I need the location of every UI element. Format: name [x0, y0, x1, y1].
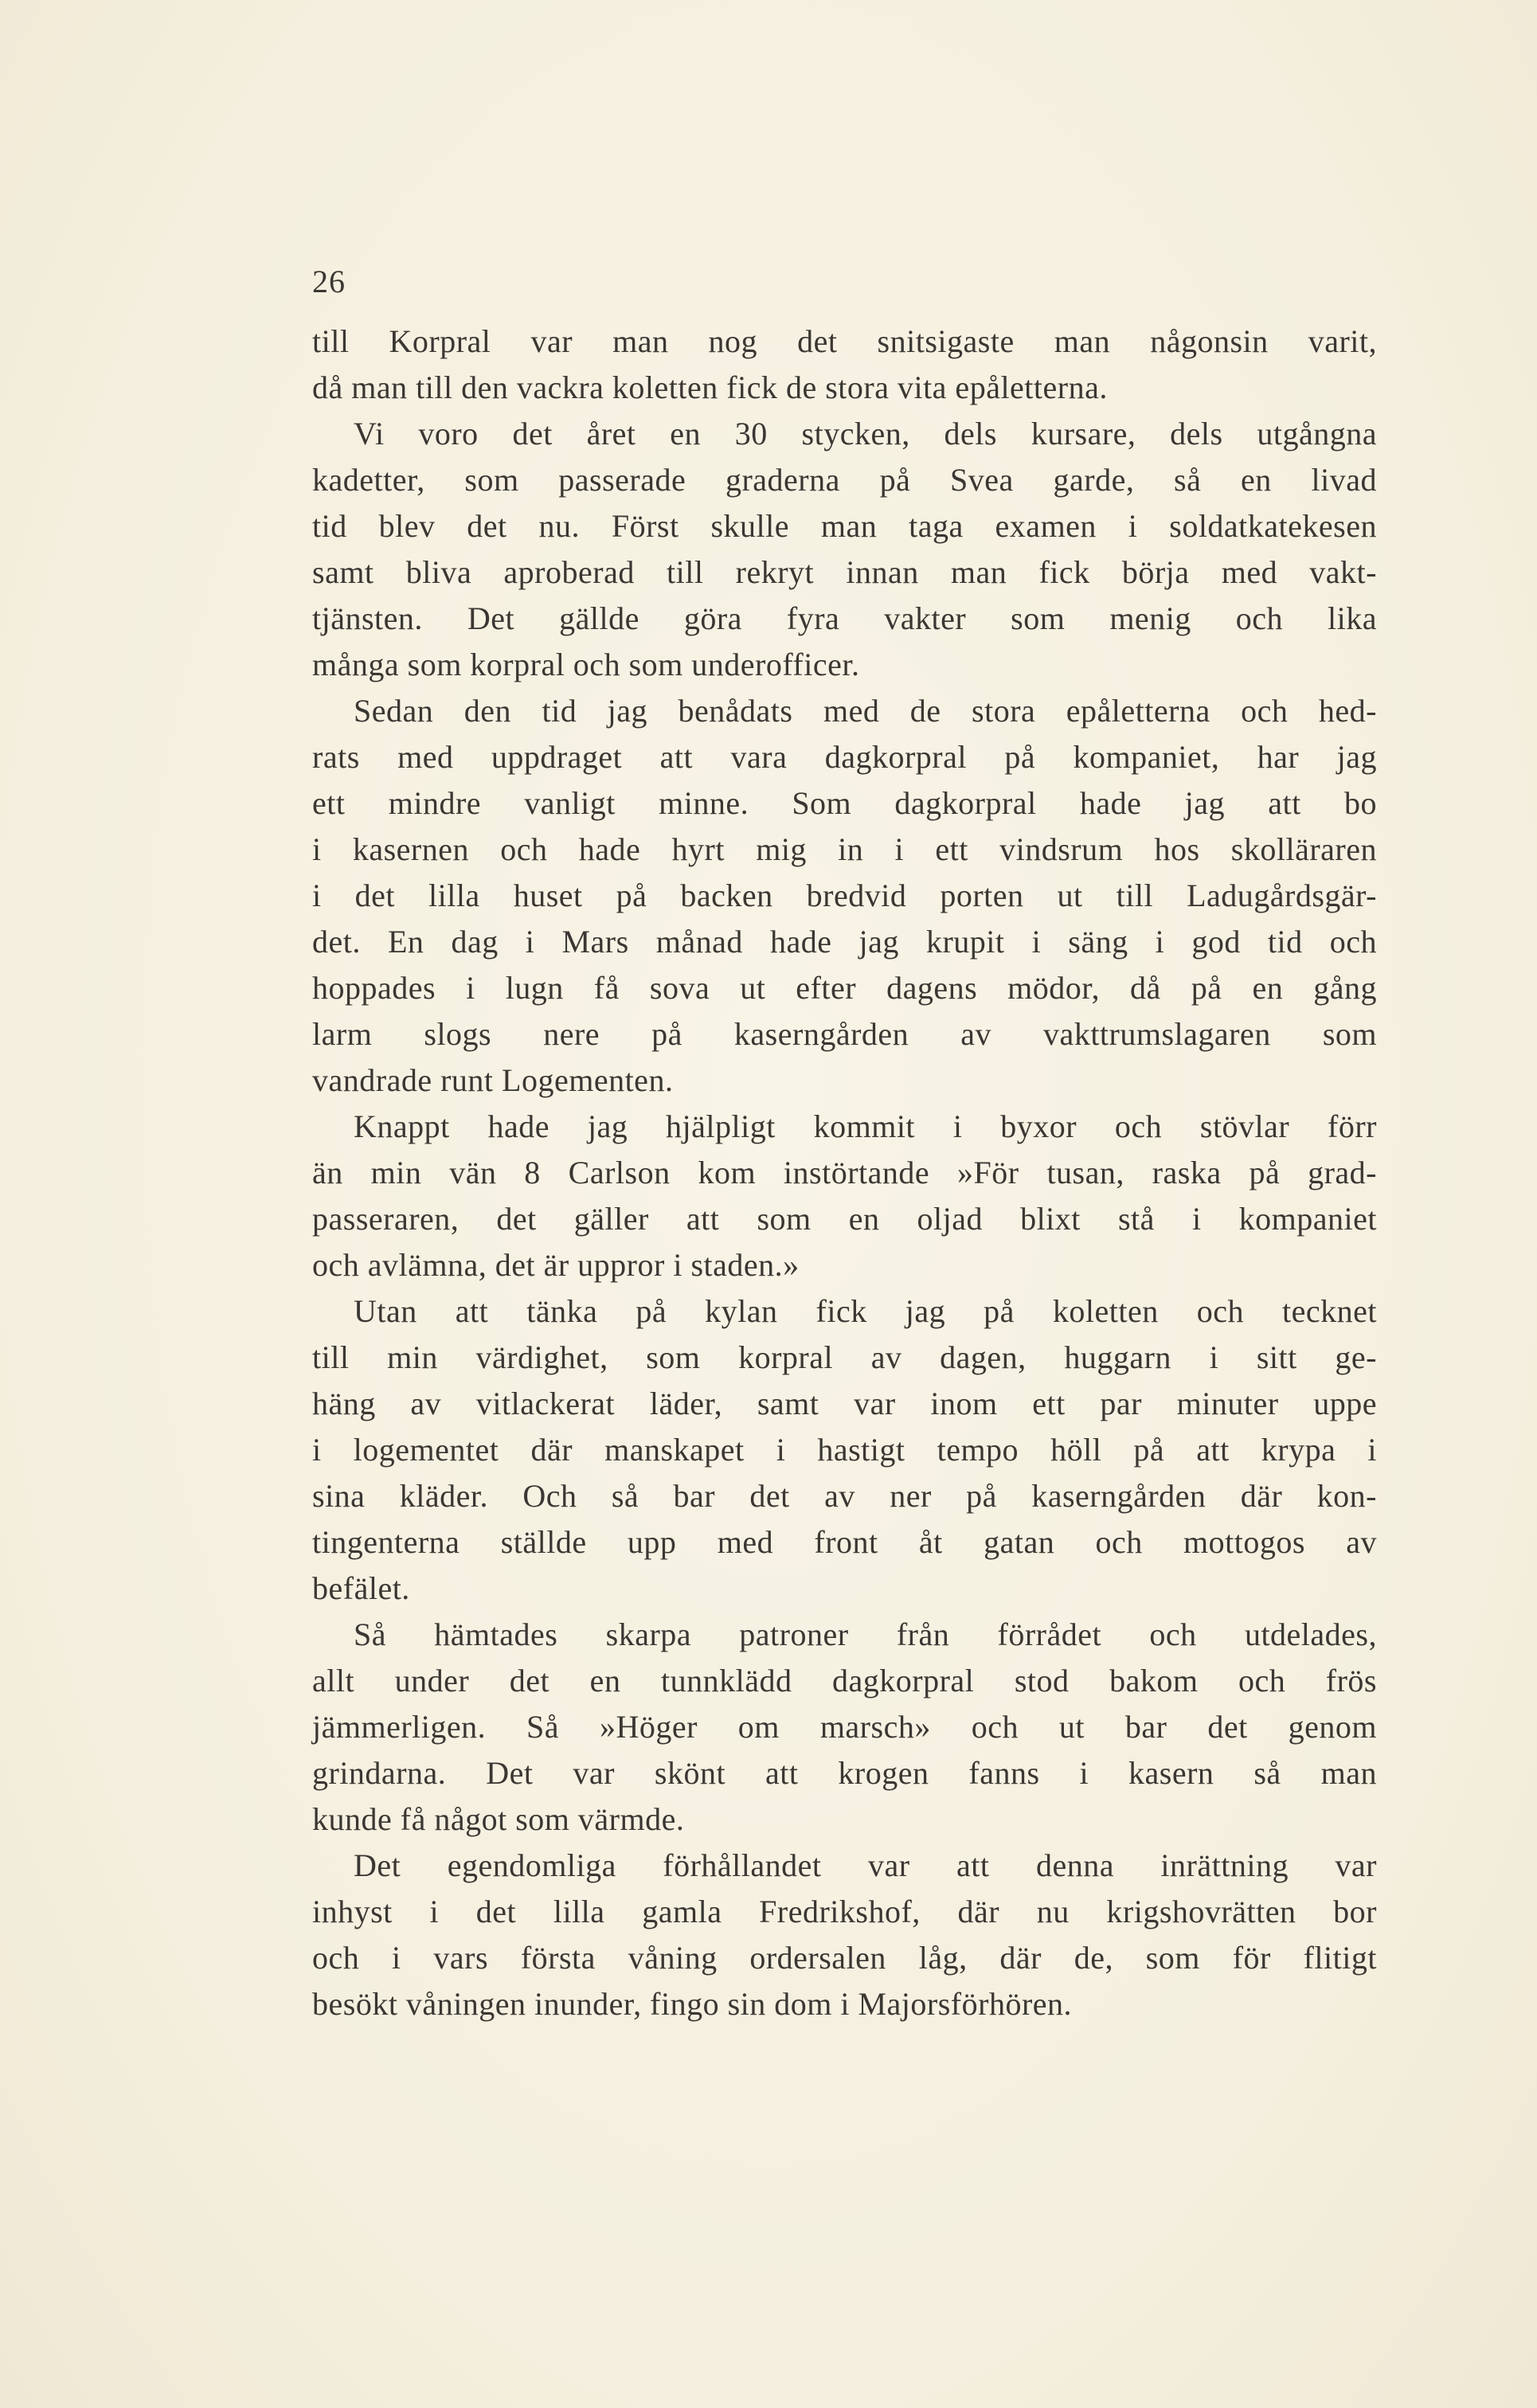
text-line: passeraren, det gäller att som en oljad blixt stå i kompaniet [312, 1201, 1377, 1237]
text-line: sina kläder. Och så bar det av ner på kaserngården där kon- [312, 1478, 1377, 1514]
text-line: och i vars första våning ordersalen låg, där de, som för flitigt [312, 1940, 1377, 1976]
text-line: rats med uppdraget att vara dagkorpral på kompaniet, har jag [312, 739, 1377, 775]
text-line: i kasernen och hade hyrt mig in i ett vindsrum hos skolläraren [312, 831, 1377, 867]
text-line: Det egendomliga förhållandet var att denna inrättning var [354, 1847, 1377, 1883]
text-line: det. En dag i Mars månad hade jag krupit i säng i god tid och [312, 924, 1377, 960]
text-line: kunde få något som värmde. [312, 1801, 685, 1837]
text-line: häng av vitlackerat läder, samt var inom ett par minuter uppe [312, 1386, 1377, 1421]
text-line: tingenterna ställde upp med front åt gatan och mottogos av [312, 1524, 1377, 1560]
text-line: hoppades i lugn få sova ut efter dagens mödor, då på en gång [312, 970, 1377, 1006]
text-line: kadetter, som passerade graderna på Svea garde, så en livad [312, 462, 1377, 498]
text-line: Så hämtades skarpa patroner från förrådet och utdelades, [354, 1616, 1377, 1652]
text-line: till min värdighet, som korpral av dagen, huggarn i sitt ge- [312, 1339, 1377, 1375]
text-line: tjänsten. Det gällde göra fyra vakter som menig och lika [312, 600, 1377, 636]
text-line: samt bliva aproberad till rekryt innan man fick börja med vakt- [312, 554, 1377, 590]
text-line: besökt våningen inunder, fingo sin dom i Majorsförhören. [312, 1986, 1073, 2022]
text-line: Utan att tänka på kylan fick jag på koletten och tecknet [354, 1293, 1377, 1329]
text-line: många som korpral och som underofficer. [312, 647, 860, 682]
text-line: i logementet där manskapet i hastigt tempo höll på att krypa i [312, 1432, 1377, 1468]
text-line: tid blev det nu. Först skulle man taga examen i soldatkatekesen [312, 508, 1377, 544]
text-line: Sedan den tid jag benådats med de stora epåletterna och hed- [354, 693, 1377, 729]
text-line: Knappt hade jag hjälpligt kommit i byxor och stövlar förr [354, 1108, 1377, 1144]
text-line: till Korpral var man nog det snitsigaste man någonsin varit, [312, 323, 1377, 359]
text-line: befälet. [312, 1570, 410, 1606]
text-line: Vi voro det året en 30 stycken, dels kursare, dels utgångna [354, 416, 1377, 452]
body-text [312, 319, 1377, 2027]
text-line: ett mindre vanligt minne. Som dagkorpral hade jag att bo [312, 785, 1377, 821]
text-line: i det lilla huset på backen bredvid porten ut till Ladugårdsgär- [312, 878, 1377, 913]
text-line: då man till den vackra koletten fick de stora vita epåletterna. [312, 369, 1108, 405]
text-line: jämmerligen. Så »Höger om marsch» och ut bar det genom [312, 1709, 1377, 1745]
text-line: vandrade runt Logementen. [312, 1062, 674, 1098]
page-number: 26 [312, 264, 346, 299]
text-line: och avlämna, det är uppror i staden.» [312, 1247, 800, 1283]
text-line: allt under det en tunnklädd dagkorpral stod bakom och frös [312, 1663, 1377, 1698]
text-line: än min vän 8 Carlson kom instörtande »För tusan, raska på grad- [312, 1155, 1377, 1190]
text-line: inhyst i det lilla gamla Fredrikshof, där nu krigshovrätten bor [312, 1894, 1377, 1929]
text-line: grindarna. Det var skönt att krogen fanns i kasern så man [312, 1755, 1377, 1791]
text-line: larm slogs nere på kaserngården av vakttrumslagaren som [312, 1016, 1377, 1052]
